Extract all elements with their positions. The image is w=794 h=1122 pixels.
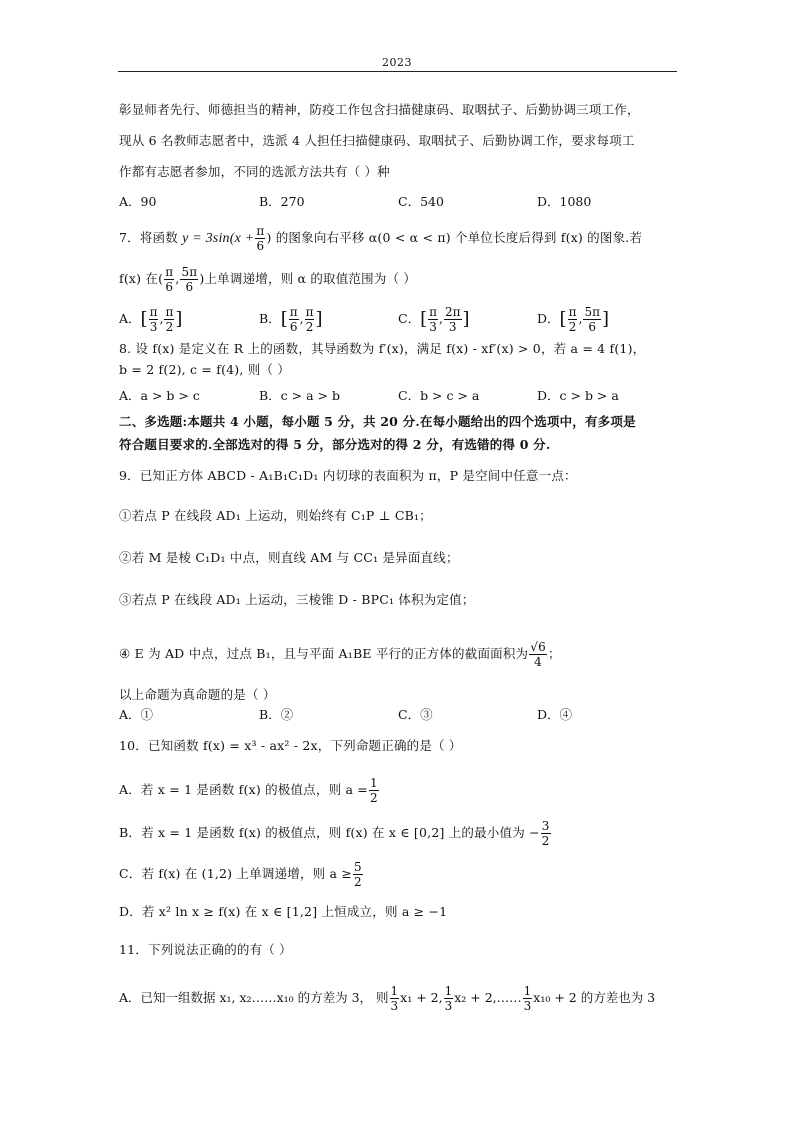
fraction-numerator: π <box>165 265 174 279</box>
q9-option-c: C．③ <box>398 707 433 722</box>
q9-option-d: D．④ <box>537 707 573 722</box>
fraction-denominator: 2 <box>354 875 362 889</box>
q7-option-d: D．[ $\frac{\pi}{2}$ , $\frac{5\pi}{6}$ ] <box>537 305 609 334</box>
fraction-numerator: π <box>256 224 265 238</box>
fraction-denominator: 6 <box>289 320 298 334</box>
q8-line-1: 8. 设 f(x) 是定义在 R 上的函数，其导函数为 f′(x)，满足 f(x) - xf′(x) > 0，若 a = 4 f(1)， <box>119 341 646 356</box>
fraction-numerator: √6 <box>530 640 546 654</box>
q9-statement-1: ①若点 P 在线段 AD₁ 上运动，则始终有 C₁P ⊥ CB₁； <box>119 508 432 523</box>
q10-option-a <box>119 773 380 807</box>
q7-expression: y = 3sin(x + <box>182 231 255 246</box>
fraction-denominator: 4 <box>534 655 543 669</box>
q6-option-a: A．90 <box>119 194 157 209</box>
q7-option-b: B．[ $\frac{\pi}{6}$ , $\frac{\pi}{2}$ ] <box>259 305 323 334</box>
q10-option-c-text: C．若 f(x) 在 (1,2) 上单调递增，则 a ≥ <box>119 866 352 881</box>
q7-fraction <box>255 224 265 253</box>
q8-option-a: A．a > b > c <box>119 388 200 403</box>
q11-term-2: x₂ + 2,…… <box>454 990 522 1005</box>
q7-line-2-rest: )上单调递增，则 α 的取值范围为（ ） <box>199 271 417 286</box>
fraction-numerator: 3 <box>541 819 550 833</box>
fraction-denominator: 2 <box>541 834 550 848</box>
section-2-heading-line-1: 二、多选题:本题共 4 小题，每小题 5 分，共 20 分.在每小题给出的四个选项中，有多项是 <box>119 414 636 429</box>
fraction-numerator: π <box>149 305 158 319</box>
option-label: D． <box>537 311 560 326</box>
q7-option-c: C．[ $\frac{\pi}{3}$ , $\frac{2\pi}{3}$ ] <box>398 305 470 334</box>
q7-interval-left <box>164 265 174 294</box>
q7-interval-right <box>180 265 198 294</box>
q10-option-a-text: A．若 x = 1 是函数 f(x) 的极值点，则 a = <box>119 782 368 797</box>
header-rule <box>118 71 677 72</box>
fraction-denominator: 6 <box>165 280 174 294</box>
q9-statement-4-end: ； <box>547 646 561 661</box>
q9-option-b: B．② <box>259 707 294 722</box>
fraction-numerator: π <box>429 305 437 319</box>
q11-stem: 11．下列说法正确的的有（ ） <box>119 942 292 957</box>
fraction-numerator: 5 <box>354 860 362 874</box>
q11-term-3: x₁₀ + 2 的方差也为 3 <box>533 990 656 1005</box>
fraction-denominator: 3 <box>429 320 437 334</box>
fraction-numerator: π <box>568 305 577 319</box>
q10-stem: 10．已知函数 f(x) = x³ - ax² - 2x，下列命题正确的是（ ） <box>119 738 462 753</box>
q9-ask: 以上命题为真命题的是（ ） <box>119 687 276 702</box>
q8-option-d: D．c > b > a <box>537 388 619 403</box>
fraction-numerator: 5π <box>584 305 600 319</box>
q9-option-a: A．① <box>119 707 154 722</box>
q7-line-1 <box>119 224 643 253</box>
q11-option-a <box>119 980 655 1016</box>
q9-statement-2: ②若 M 是棱 C₁D₁ 中点，则直线 AM 与 CC₁ 是异面直线； <box>119 550 459 565</box>
fraction-denominator: 6 <box>185 280 194 294</box>
fraction-numerator: 2π <box>444 305 461 319</box>
q9-statement-4-text: ④ E 为 AD 中点，过点 B₁，且与平面 A₁BE 平行的正方体的截面面积为 <box>119 646 529 661</box>
option-label: B． <box>259 311 281 326</box>
q11-option-a-text: A．已知一组数据 x₁, x₂……x₁₀ 的方差为 3， 则 <box>119 990 389 1005</box>
fraction-numerator: 1 <box>523 984 532 998</box>
fraction-numerator: 1 <box>444 984 453 998</box>
q6-option-d: D．1080 <box>537 194 592 209</box>
q7-line-1-rest: ) 的图象向右平移 α(0 < α < π) 个单位长度后得到 f(x) 的图象.若 <box>266 230 643 245</box>
q8-line-2: b = 2 f(2), c = f(4), 则（ ） <box>119 362 291 377</box>
fraction-numerator: 5π <box>181 265 198 279</box>
fraction-numerator: π <box>305 305 314 319</box>
q7-option-a: A．[ $\frac{\pi}{3}$ , $\frac{\pi}{2}$ ] <box>119 305 183 334</box>
fraction-denominator: 3 <box>390 999 399 1013</box>
q10-option-b-text: B．若 x = 1 是函数 f(x) 的极值点，则 f(x) 在 x ∈ [0,2] 上的最小值为 − <box>119 825 540 840</box>
q6-option-c: C．540 <box>398 194 444 209</box>
q10-option-b <box>119 816 552 850</box>
q7-line-2: f(x) 在( $\frac{\pi}{6}$ , $\frac{5\pi}{6}$ )上单调递增，则 α 的取值范围为（ ） <box>119 265 417 294</box>
fraction-denominator: 2 <box>568 320 577 334</box>
q10-option-d: D．若 x² ln x ≥ f(x) 在 x ∈ [1,2] 上恒成立，则 a ≥ −1 <box>119 904 448 919</box>
q8-option-b: B．c > a > b <box>259 388 340 403</box>
q7-lead: 7．将函数 <box>119 230 178 245</box>
q6-line-2: 现从 6 名教师志愿者中，选派 4 人担任扫描健康码、取咽拭子、后勤协调工作，要求每项工 <box>119 133 635 148</box>
fraction-denominator: 3 <box>523 999 532 1013</box>
option-label: A． <box>119 311 141 326</box>
q6-line-1: 彰显师者先行、师德担当的精神，防疫工作包含扫描健康码、取咽拭子、后勤协调三项工作， <box>119 102 640 117</box>
fraction-denominator: 2 <box>165 320 174 334</box>
q9-statement-3: ③若点 P 在线段 AD₁ 上运动，三棱锥 D - BPC₁ 体积为定值； <box>119 592 475 607</box>
fraction-denominator: 3 <box>448 320 457 334</box>
fraction-denominator: 2 <box>305 320 314 334</box>
fraction-denominator: 6 <box>588 320 597 334</box>
fraction-numerator: 1 <box>390 984 399 998</box>
q11-term-1: x₁ + 2, <box>400 990 443 1005</box>
section-2-heading-line-2: 符合题目要求的.全部选对的得 5 分，部分选对的得 2 分，有选错的得 0 分. <box>119 437 551 452</box>
option-label: C． <box>398 311 421 326</box>
q10-option-c <box>119 857 364 891</box>
q6-line-3: 作都有志愿者参加，不同的选派方法共有（ ）种 <box>119 164 390 179</box>
q9-area-fraction <box>529 640 547 669</box>
q9-statement-4 <box>119 636 561 672</box>
fraction-numerator: π <box>165 305 174 319</box>
page-header-year: 2023 <box>382 56 412 69</box>
fraction-denominator: 2 <box>369 791 378 805</box>
fraction-denominator: 3 <box>149 320 158 334</box>
q7-line-2-lead: f(x) 在( <box>119 271 164 286</box>
fraction-numerator: π <box>289 305 298 319</box>
q9-stem: 9．已知正方体 ABCD - A₁B₁C₁D₁ 内切球的表面积为 π，P 是空间中任意一点： <box>119 468 577 483</box>
fraction-denominator: 6 <box>256 239 265 253</box>
fraction-denominator: 3 <box>444 999 453 1013</box>
q6-option-b: B．270 <box>259 194 305 209</box>
q8-option-c: C．b > c > a <box>398 388 480 403</box>
fraction-numerator: 1 <box>369 776 378 790</box>
